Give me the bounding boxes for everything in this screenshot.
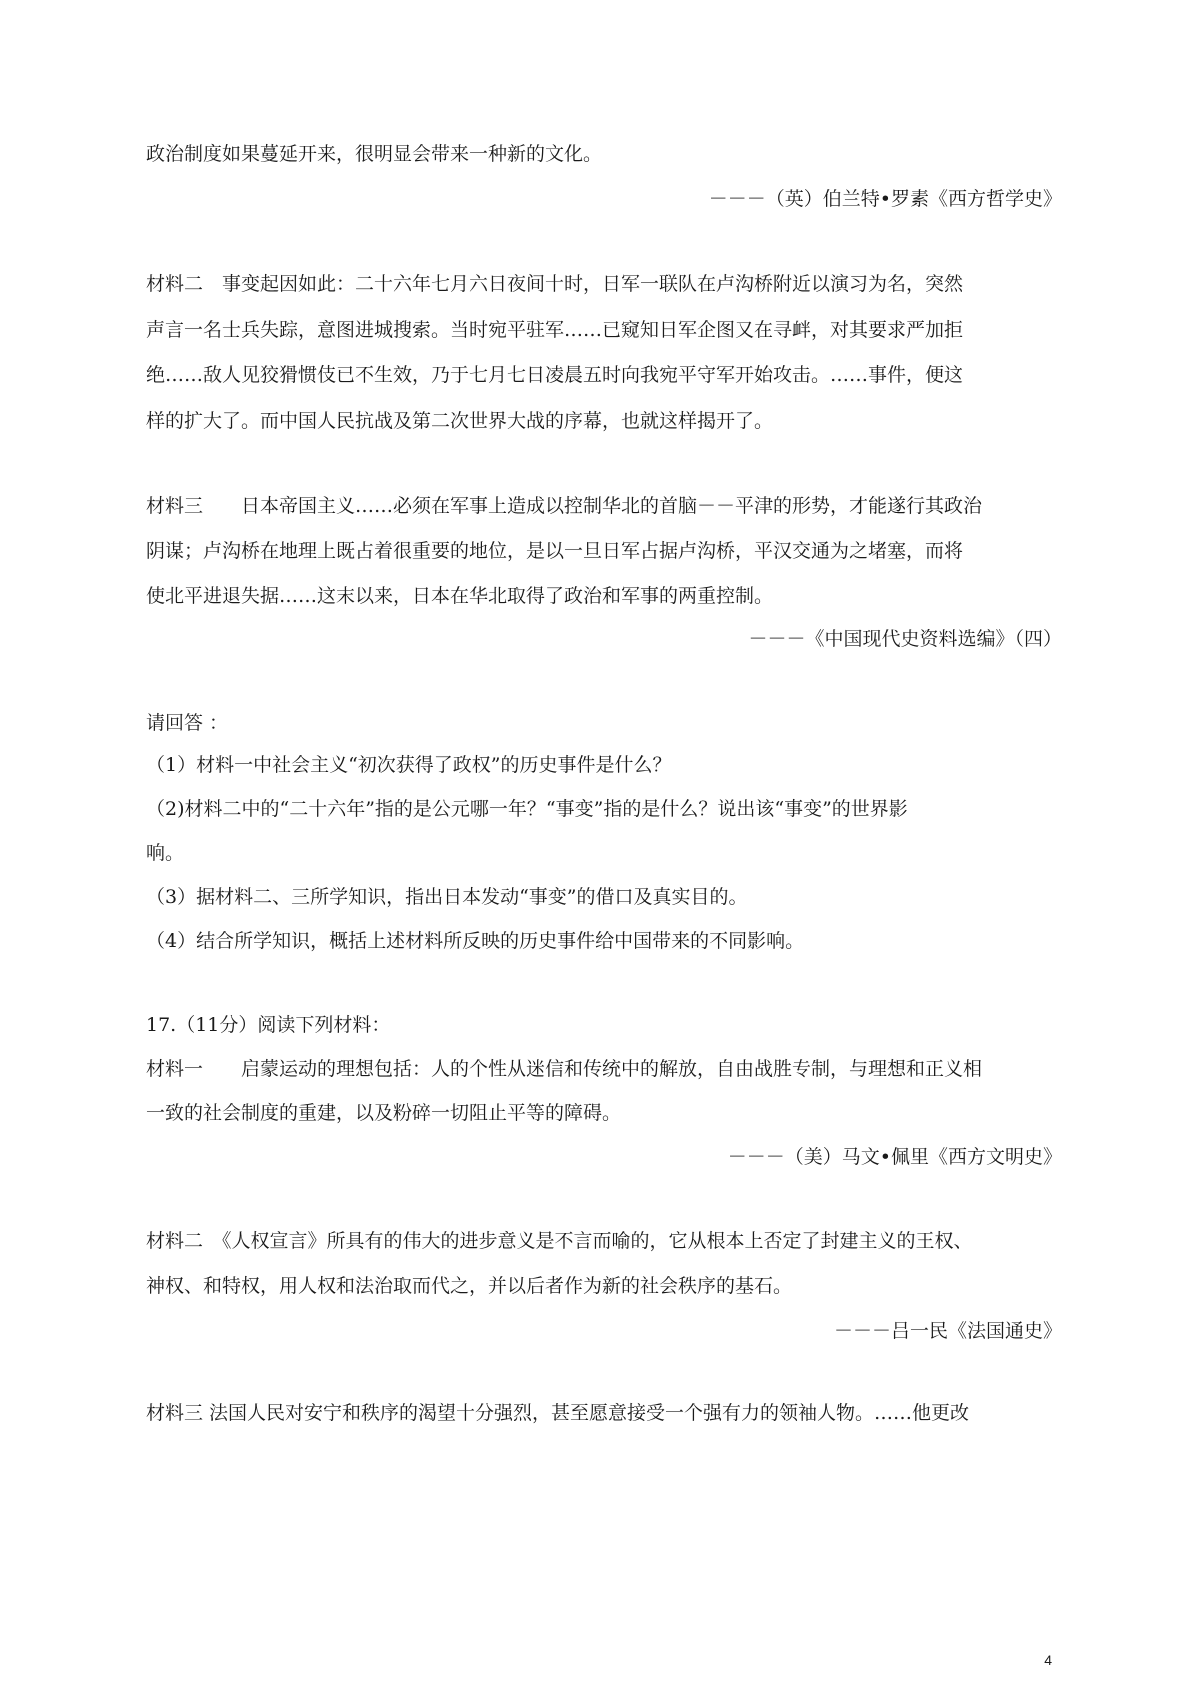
text-line: （4）结合所学知识，概括上述材料所反映的历史事件给中国带来的不同影响。: [146, 930, 805, 952]
text-line: 材料二 事变起因如此：二十六年七月六日夜间十时，日军一联队在卢沟桥附近以演习为名，突然: [146, 273, 964, 295]
text-line: 材料二 《人权宣言》所具有的伟大的进步意义是不言而喻的，它从根本上否定了封建主义的王权、: [146, 1230, 973, 1252]
text-line: （3）据材料二、三所学知识，指出日本发动“事变”的借口及真实目的。: [146, 886, 748, 908]
text-line: 材料三 日本帝国主义……必须在军事上造成以控制华北的首脑－－平津的形势，才能遂行其政治: [146, 495, 983, 517]
text-line: （2)材料二中的“二十六年”指的是公元哪一年？“事变”指的是什么？说出该“事变”的世界影: [146, 798, 908, 820]
text-line: 请回答 ：: [146, 712, 229, 734]
text-line: 一致的社会制度的重建，以及粉碎一切阻止平等的障碍。: [146, 1102, 622, 1124]
text-line: 阴谋；卢沟桥在地理上既占着很重要的地位，是以一旦日军占据卢沟桥，平汉交通为之堵塞，而将: [146, 540, 964, 562]
citation: －－－《中国现代史资料选编》（四）: [748, 628, 1062, 650]
text-line: 样的扩大了。而中国人民抗战及第二次世界大战的序幕，也就这样揭开了。: [146, 410, 774, 432]
text-line: （1）材料一中社会主义“初次获得了政权”的历史事件是什么？: [146, 754, 672, 776]
page-number: 4: [1044, 1652, 1052, 1668]
text-line: 神权、和特权，用人权和法治取而代之，并以后者作为新的社会秩序的基石。: [146, 1275, 793, 1297]
text-line: 使北平进退失据……这末以来，日本在华北取得了政治和军事的两重控制。: [146, 585, 774, 607]
text-line: 材料三 法国人民对安宁和秩序的渴望十分强烈，甚至愿意接受一个强有力的领袖人物。……他更改: [146, 1402, 970, 1424]
text-line: 材料一 启蒙运动的理想包括：人的个性从迷信和传统中的解放，自由战胜专制，与理想和正义相: [146, 1058, 983, 1080]
question-heading: 17.（11分）阅读下列材料：: [146, 1014, 391, 1036]
citation: －－－（美）马文•佩里《西方文明史》: [727, 1146, 1062, 1168]
text-line: 政治制度如果蔓延开来，很明显会带来一种新的文化。: [146, 143, 603, 165]
text-line: 声言一名士兵失踪，意图进城搜索。当时宛平驻军……已窥知日军企图又在寻衅，对其要求严加拒: [146, 319, 964, 341]
text-line: 响。: [146, 842, 185, 864]
text-line: 绝……敌人见狡猾惯伎已不生效，乃于七月七日凌晨五时向我宛平守军开始攻击。……事件，便这: [146, 364, 964, 386]
citation: －－－吕一民《法国通史》: [833, 1320, 1062, 1342]
citation: －－－（英）伯兰特•罗素《西方哲学史》: [708, 188, 1062, 210]
